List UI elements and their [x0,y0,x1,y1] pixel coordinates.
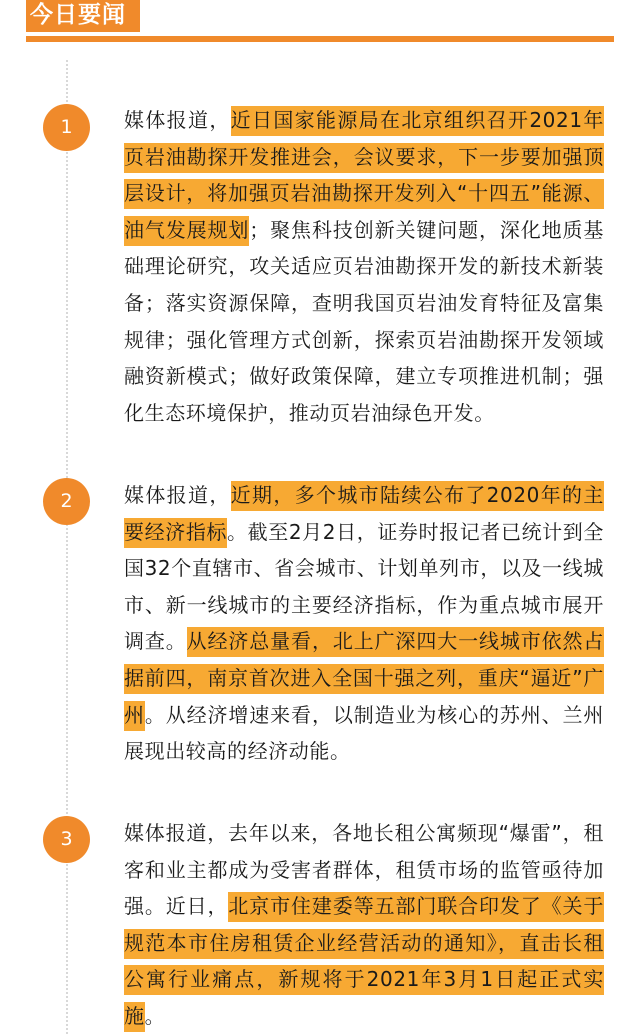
news-number-badge: 2 [43,478,90,525]
highlighted-text-segment: 近日国家能源局在北京组织召开2021年页岩油勘探开发推进会，会议要求，下一步要加强顶层设计，将加强页岩油勘探开发列入“十四五”能源、油气发展规划 [124,106,604,246]
news-paragraph [124,102,604,431]
text-segment: 媒体报道，去年以来，各地长租公寓频现“爆雷”，租客和业主都成为受害者群体，租赁市场的监管亟待加强。近日， [124,821,604,919]
news-paragraph [124,815,604,1035]
text-segment: 。从经济增速来看，以制造业为核心的苏州、兰州展现出较高的经济动能。 [124,702,604,764]
news-number-badge: 3 [43,816,90,863]
text-segment: ；聚焦科技创新关键问题，深化地质基础理论研究，攻关适应页岩油勘探开发的新技术新装备；落实资源保障，查明我国页岩油发育特征及富集规律；强化管理方式创新，探索页岩油勘探开发领域融资新模式；做好政策保障，建立专项推进机制；强化生态环境保护，推动页岩油绿色开发。 [124,217,604,425]
news-number-badge: 1 [43,104,90,151]
timeline-dotted-line [66,60,68,1034]
text-segment: 媒体报道， [124,483,231,507]
text-segment: 。截至2月2日，证券时报记者已统计到全国32个直辖市、省会城市、计划单列市，以及一线城市、新一线城市的主要经济指标，作为重点城市展开调查。 [124,519,604,654]
section-title: 今日要闻 [26,0,140,32]
section-title-underline [26,36,614,42]
highlighted-text-segment: 从经济总量看，北上广深四大一线城市依然占据前四，南京首次进入全国十强之列，重庆“逼近”广州 [124,627,604,730]
highlighted-text-segment: 北京市住建委等五部门联合印发了《关于规范本市住房租赁企业经营活动的通知》，直击长租公寓行业痛点，新规将于2021年3月1日起正式实施 [124,892,604,1032]
highlighted-text-segment: 近期，多个城市陆续公布了2020年的主要经济指标 [124,481,604,548]
text-segment: 媒体报道， [124,108,231,132]
text-segment: 。 [144,1003,166,1028]
news-paragraph [124,477,604,770]
